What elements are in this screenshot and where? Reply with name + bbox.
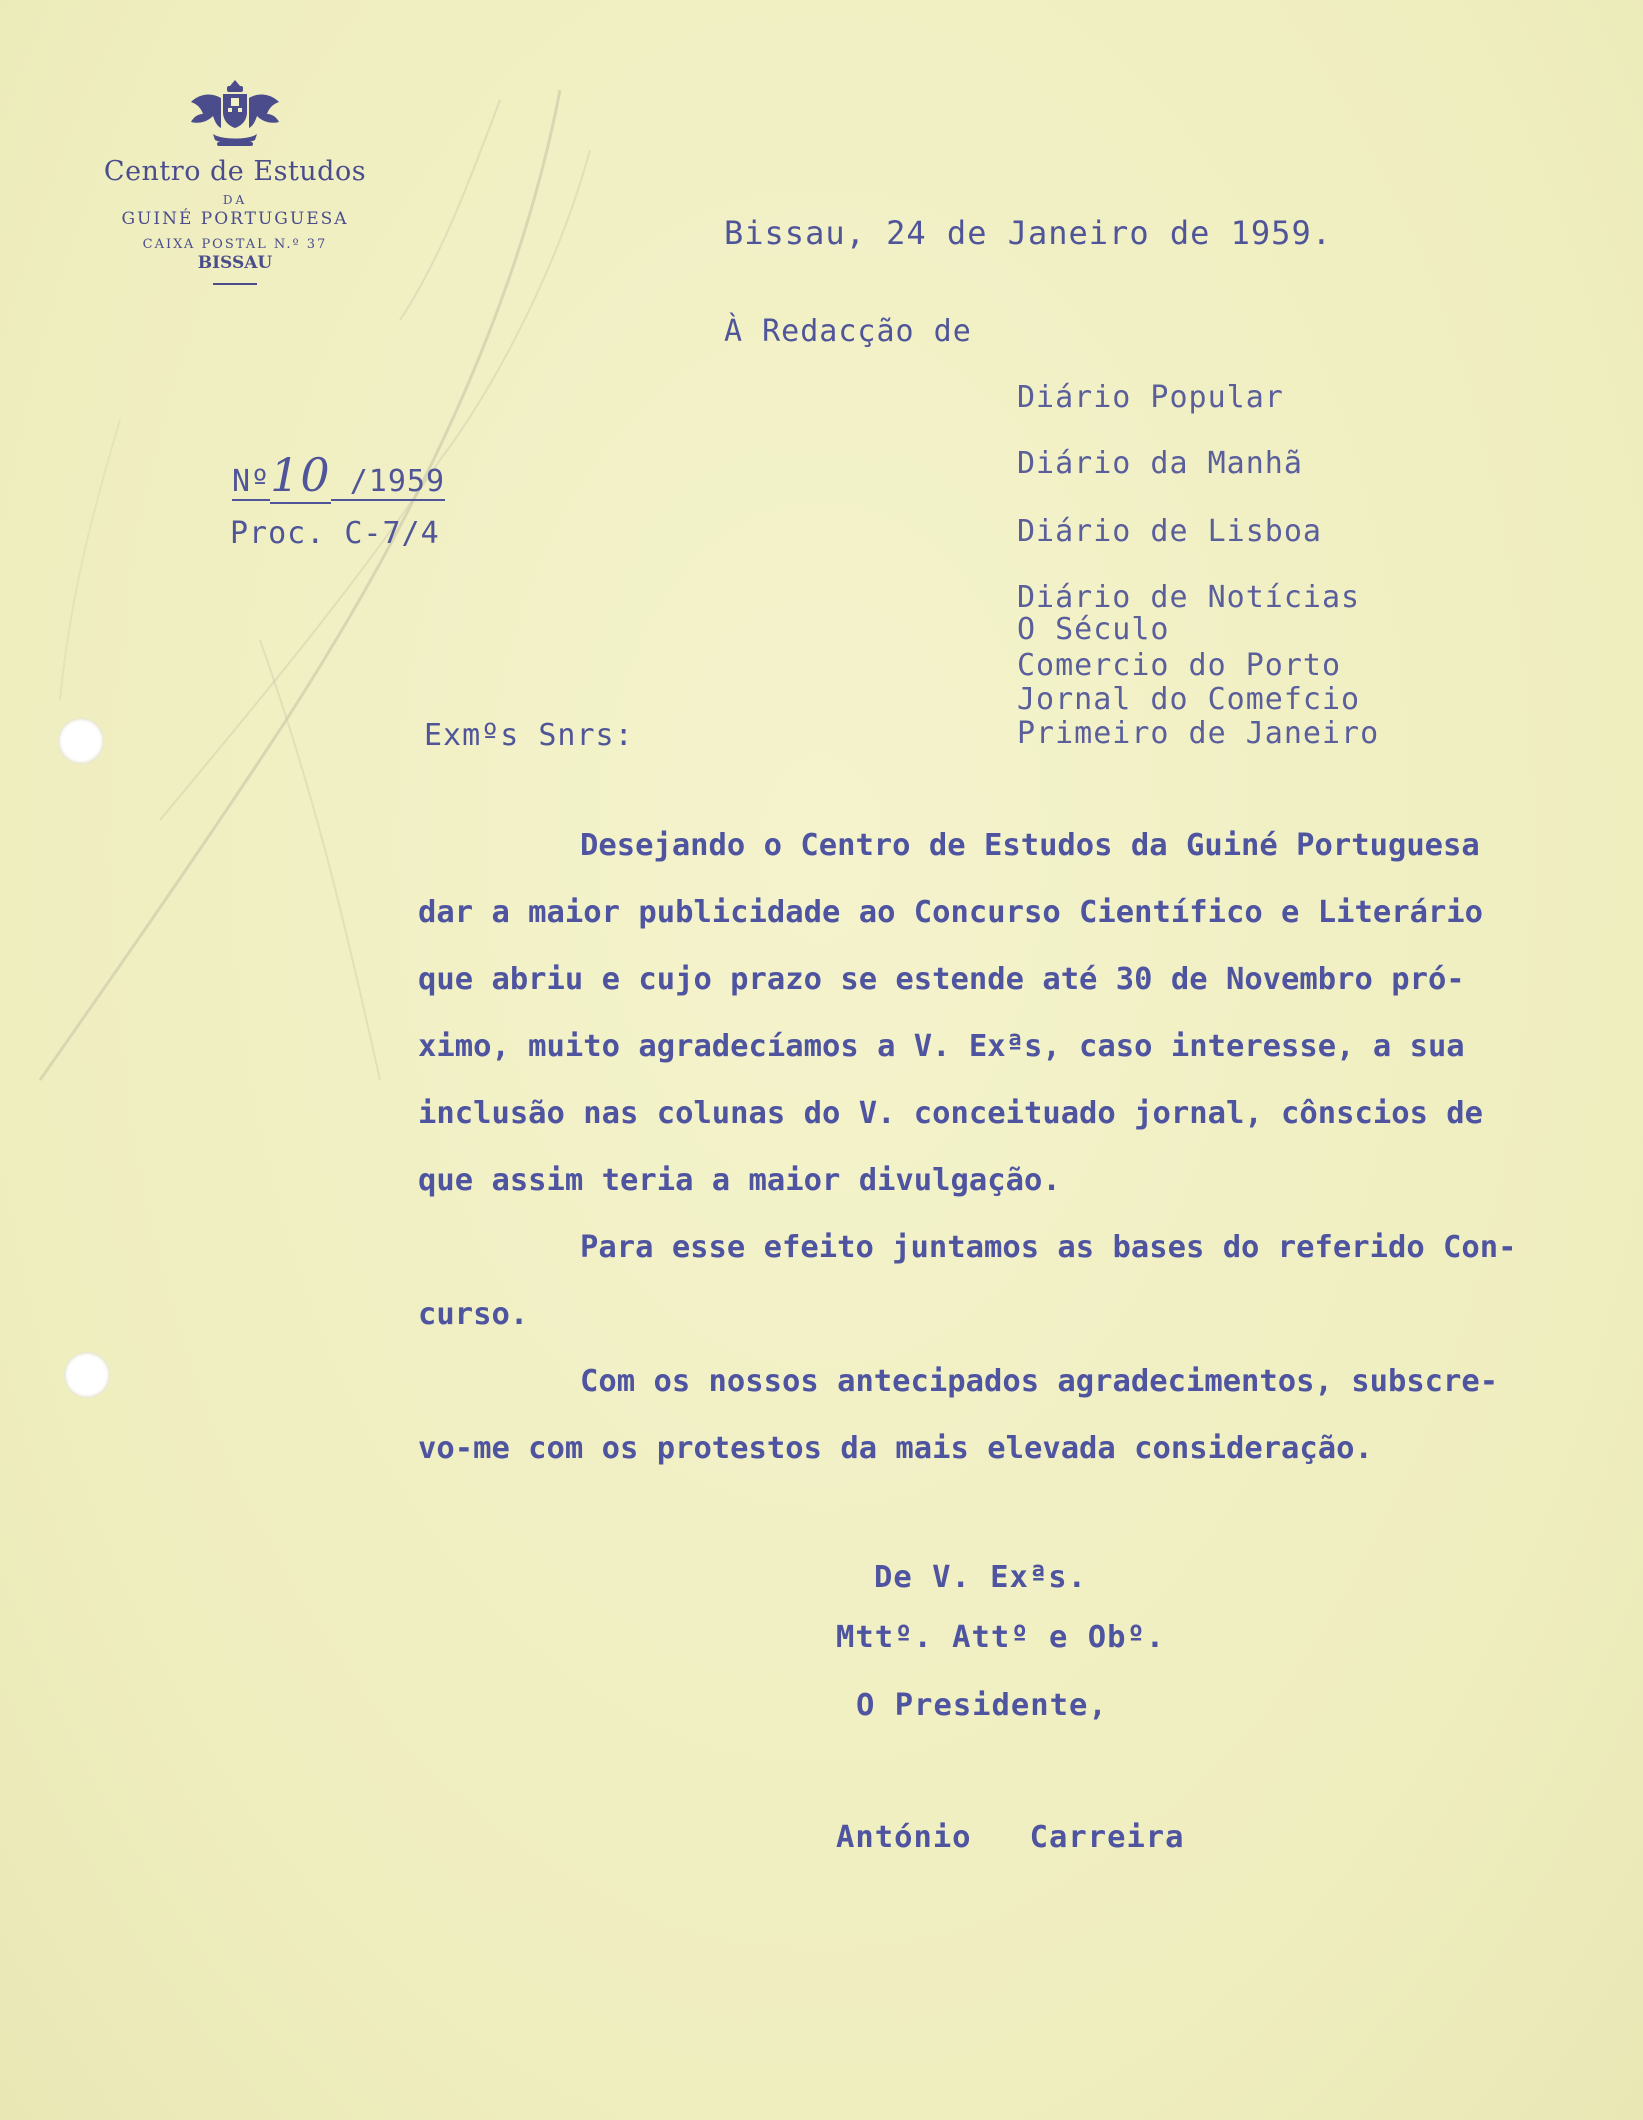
reference-process: Proc. C-7/4 xyxy=(230,516,440,551)
letterhead-da: DA xyxy=(222,193,248,207)
punch-hole-top xyxy=(58,718,104,764)
closing-line-3: O Presidente, xyxy=(856,1688,1108,1723)
reference-number: Nº10 /1959 xyxy=(232,448,446,502)
letterhead-guine: GUINÉ PORTUGUESA xyxy=(121,209,349,229)
body-line: ximo, muito agradecíamos a V. Exªs, caso interesse, a sua xyxy=(418,1029,1465,1064)
letterhead-rule xyxy=(213,283,257,285)
body-line: inclusão nas colunas do V. conceituado jornal, cônscios de xyxy=(418,1096,1484,1131)
body-line: vo-me com os protestos da mais elevada consideração. xyxy=(418,1431,1373,1466)
reference-number-year: 1959 xyxy=(368,464,446,499)
closing-line-1: De V. Exªs. xyxy=(874,1560,1087,1595)
body-line: que assim teria a maior divulgação. xyxy=(418,1163,1061,1198)
newspaper-item: Diário de Lisboa xyxy=(1017,514,1322,549)
body-line: que abriu e cujo prazo se estende até 30 de Novembro pró- xyxy=(418,962,1465,997)
coat-of-arms-icon xyxy=(187,78,283,150)
newspaper-item: Comercio do Porto xyxy=(1017,648,1342,683)
body-line: dar a maior publicidade ao Concurso Científico e Literário xyxy=(418,895,1484,930)
reference-number-prefix: Nº xyxy=(232,464,271,499)
closing-line-2: Mttº. Attº e Obº. xyxy=(836,1620,1166,1655)
letterhead-city: BISSAU xyxy=(197,253,273,273)
newspaper-item: Primeiro de Janeiro xyxy=(1017,716,1380,751)
newspaper-item: Diário Popular xyxy=(1017,380,1284,415)
recipient-intro: À Redacção de xyxy=(724,314,972,349)
letter-date: Bissau, 24 de Janeiro de 1959. xyxy=(724,214,1332,252)
salutation: Exmºs Snrs: xyxy=(424,718,634,753)
body-line: Para esse efeito juntamos as bases do referido Con- xyxy=(580,1230,1517,1265)
letterhead-institution: Centro de Estudos xyxy=(103,156,367,187)
body-line: Com os nossos antecipados agradecimentos, subscre- xyxy=(580,1364,1499,1399)
letter-body xyxy=(418,812,1582,1482)
newspaper-item: O Século xyxy=(1017,612,1170,647)
letterhead xyxy=(70,78,400,285)
newspaper-item: Diário de Notícias xyxy=(1017,580,1361,615)
signature-name: António Carreira xyxy=(836,1820,1185,1855)
punch-hole-bottom xyxy=(64,1352,110,1398)
newspaper-item: Jornal do Comefcio xyxy=(1017,682,1361,717)
reference-number-handwritten: 10 xyxy=(270,448,331,502)
body-line: Desejando o Centro de Estudos da Guiné Portuguesa xyxy=(580,828,1480,863)
newspaper-item: Diário da Manhã xyxy=(1017,446,1303,481)
body-line: curso. xyxy=(418,1297,529,1332)
letterhead-postal: CAIXA POSTAL N.º 37 xyxy=(142,237,328,252)
